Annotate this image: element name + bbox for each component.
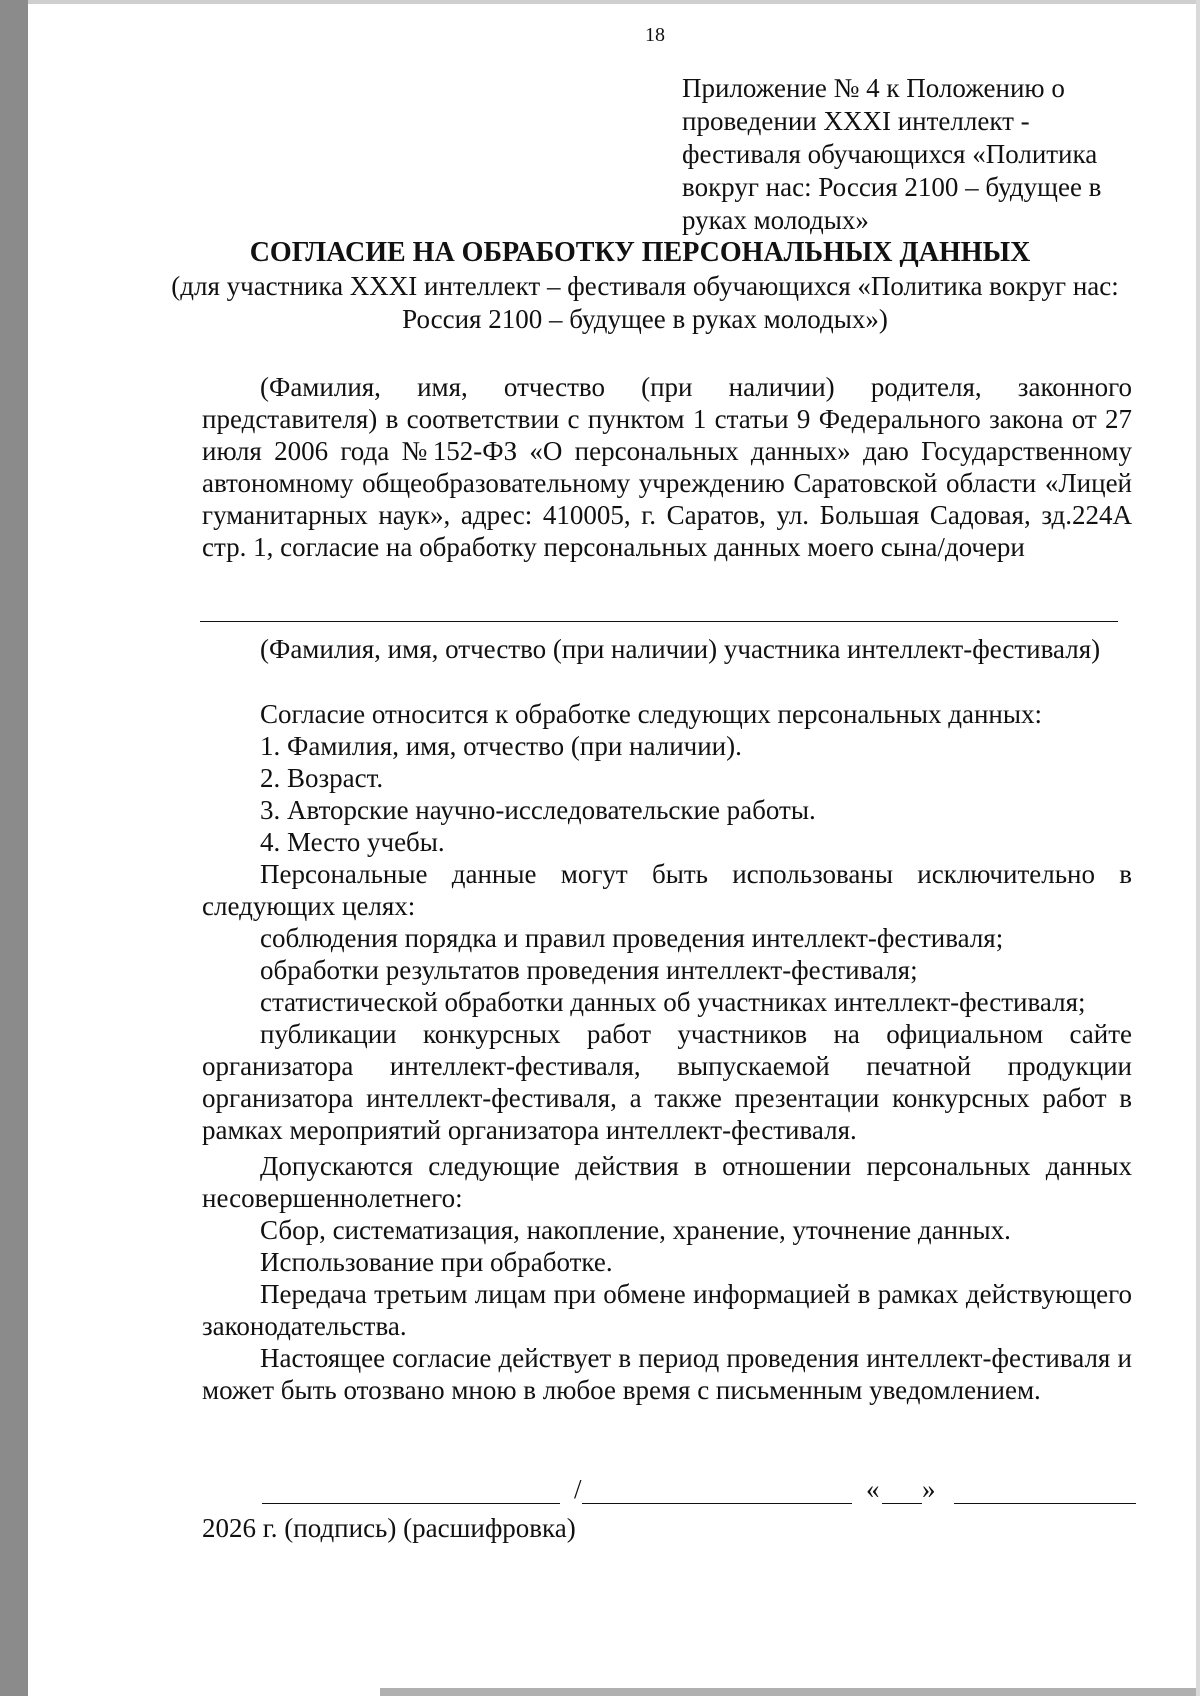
action-item: Использование при обработке. (260, 1247, 613, 1277)
signature-slash: / (574, 1474, 582, 1504)
page-number: 18 (645, 24, 665, 46)
purpose-item: статистической обработки данных об участниках интеллект-фестиваля; (260, 987, 1086, 1017)
intro-paragraph: (Фамилия, имя, отчество (при наличии) родителя, законного представителя) в соответствии с пунктом 1 статьи 9 Федерального закона от 27 июля 2006 года №152-ФЗ «О персональных данных» даю Государственному автономному общеобразовательному учреждению Саратовской области «Лицей гуманитарных наук», адрес: 410005, г. Саратов, ул. Большая Садовая, зд.224А стр. 1, согласие на обработку персональных данных моего сына/дочери (202, 372, 1132, 562)
day-blank-line (882, 1503, 922, 1504)
purpose-item: публикации конкурсных работ участников на официальном сайте организатора интеллект-фестиваля, выпускаемой печатной продукции организатора интеллект-фестиваля, а также презентации конкурсных работ в рамках мероприятий организатора интеллект-фестиваля. (202, 1019, 1132, 1145)
name-decoding-blank-line (582, 1503, 852, 1504)
data-list-intro: Согласие относится к обработке следующих персональных данных: (260, 699, 1043, 729)
quote-close: » (922, 1474, 936, 1504)
purpose-item: обработки результатов проведения интеллект-фестиваля; (260, 955, 918, 985)
data-list-item: 4. Место учебы. (260, 827, 445, 857)
scan-margin-left (0, 0, 28, 1696)
validity-paragraph: Настоящее согласие действует в период проведения интеллект-фестиваля и может быть отозвано мною в любое время с письменным уведомлением. (202, 1343, 1132, 1405)
participant-caption: (Фамилия, имя, отчество (при наличии) участника интеллект-фестиваля) (260, 634, 1101, 664)
action-item: Сбор, систематизация, накопление, хранение, уточнение данных. (260, 1215, 1011, 1245)
month-blank-line (954, 1503, 1136, 1504)
purpose-item: соблюдения порядка и правил проведения интеллект-фестиваля; (260, 923, 1004, 953)
data-list-item: 2. Возраст. (260, 763, 384, 793)
document-subtitle: (для участника XXXI интеллект – фестиваля обучающихся «Политика вокруг нас: Россия 2100 – будущее в руках молодых») (171, 271, 1119, 334)
quote-open: « (866, 1474, 880, 1504)
signature-blank-line (262, 1503, 560, 1504)
scan-margin-top (28, 0, 1200, 4)
document-title: СОГЛАСИЕ НА ОБРАБОТКУ ПЕРСОНАЛЬНЫХ ДАННЫХ (249, 237, 1031, 268)
actions-intro: Допускаются следующие действия в отношении персональных данных несовершеннолетнего: (202, 1151, 1132, 1213)
appendix-note: Приложение № 4 к Положению о проведении XXXI интеллект - фестиваля обучающихся «Политика вокруг нас: Россия 2100 – будущее в руках молодых» (682, 73, 1102, 235)
scan-margin-bottom (380, 1688, 1200, 1696)
action-item: Передача третьим лицам при обмене информацией в рамках действующего законодательства. (202, 1279, 1132, 1341)
child-name-blank-line (200, 621, 1118, 622)
data-list-item: 1. Фамилия, имя, отчество (при наличии). (260, 731, 742, 761)
purposes-intro: Персональные данные могут быть использованы исключительно в следующих целях: (202, 859, 1132, 921)
signature-footer: 2026 г. (подпись) (расшифровка) (202, 1513, 576, 1543)
data-list-item: 3. Авторские научно-исследовательские работы. (260, 795, 816, 825)
